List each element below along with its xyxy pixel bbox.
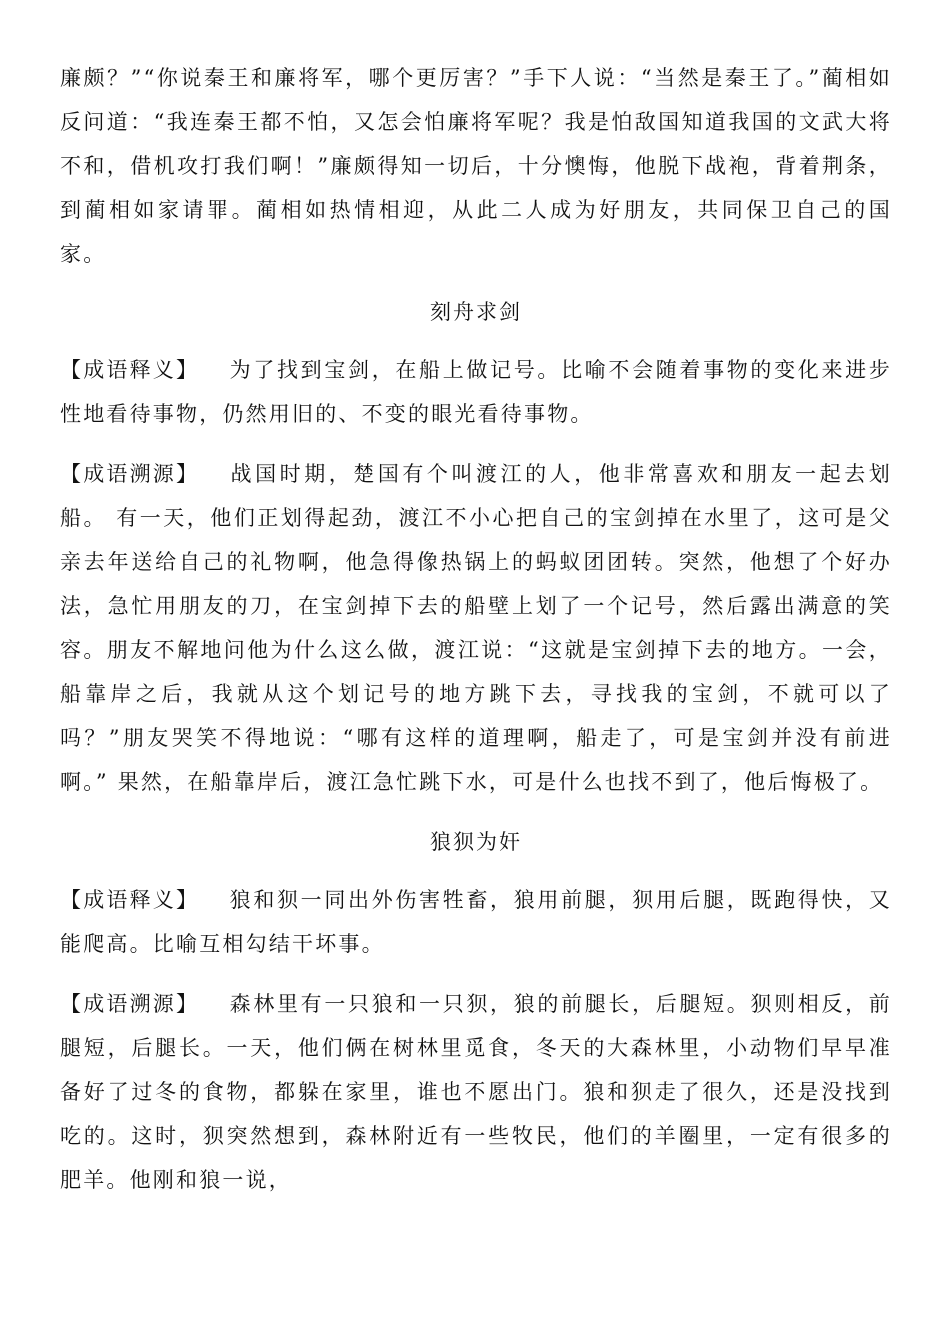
origin-tag: 【成语溯源】: [60, 992, 200, 1016]
idiom-meaning: [60, 348, 892, 436]
meaning-text: 狼和狈一同出外伤害牲畜，狼用前腿，狈用后腿，既跑得快，又能爬高。比喻互相勾结干坏事。: [60, 888, 892, 956]
origin-tag: 【成语溯源】: [60, 462, 200, 486]
origin-text: 森林里有一只狼和一只狈，狼的前腿长，后腿短。狈则相反，前腿短，后腿长。一天，他们俩在树林里觅食，冬天的大森林里，小动物们早早准备好了过冬的食物，都躲在家里，谁也不愿出门。狼和狈走了很久，还是没找到吃的。这时，狈突然想到，森林附近有一些牧民，他们的羊圈里，一定有很多的肥羊。他刚和狼一说，: [60, 992, 892, 1192]
meaning-text: 为了找到宝剑，在船上做记号。比喻不会随着事物的变化来进步性地看待事物，仍然用旧的、不变的眼光看待事物。: [60, 358, 892, 426]
idiom-meaning: [60, 878, 892, 966]
idiom-title: 狼狈为奸: [430, 830, 522, 854]
origin-text: 战国时期，楚国有个叫渡江的人，他非常喜欢和朋友一起去划船。 有一天，他们正划得起劲，渡江不小心把自己的宝剑掉在水里了，这可是父亲去年送给自己的礼物啊，他急得像热锅上的蚂蚁团团转。突然，他想了个好办法，急忙用朋友的刀，在宝剑掉下去的船壁上划了一个记号，然后露出满意的笑容。朋友不解地问他为什么这么做，渡江说：“这就是宝剑掉下去的地方。一会，船靠岸之后，我就从这个划记号的地方跳下去，寻找我的宝剑，不就可以了吗？”朋友哭笑不得地说：“哪有这样的道理啊，船走了，可是宝剑并没有前进啊。” 果然，在船靠岸后，渡江急忙跳下水，可是什么也找不到了，他后悔极了。: [60, 462, 892, 794]
idiom-section-langbeiweijian: [60, 820, 892, 1202]
idiom-title: 刻舟求剑: [430, 300, 522, 324]
idiom-section-kezhouqiujian: [60, 290, 892, 804]
meaning-tag: 【成语释义】: [60, 888, 200, 912]
intro-paragraph: 廉颇？”“你说秦王和廉将军，哪个更厉害？”手下人说：“当然是秦王了。”蔺相如反问道：“我连秦王都不怕，又怎会怕廉将军呢？我是怕敌国知道我国的文武大将不和，借机攻打我们啊！”廉颇得知一切后，十分懊悔，他脱下战袍，背着荆条，到蔺相如家请罪。蔺相如热情相迎，从此二人成为好朋友，共同保卫自己的国家。: [60, 66, 892, 266]
document-page: [60, 56, 892, 1218]
meaning-tag: 【成语释义】: [60, 358, 200, 382]
idiom-origin: [60, 982, 892, 1202]
idiom-origin: [60, 452, 892, 804]
